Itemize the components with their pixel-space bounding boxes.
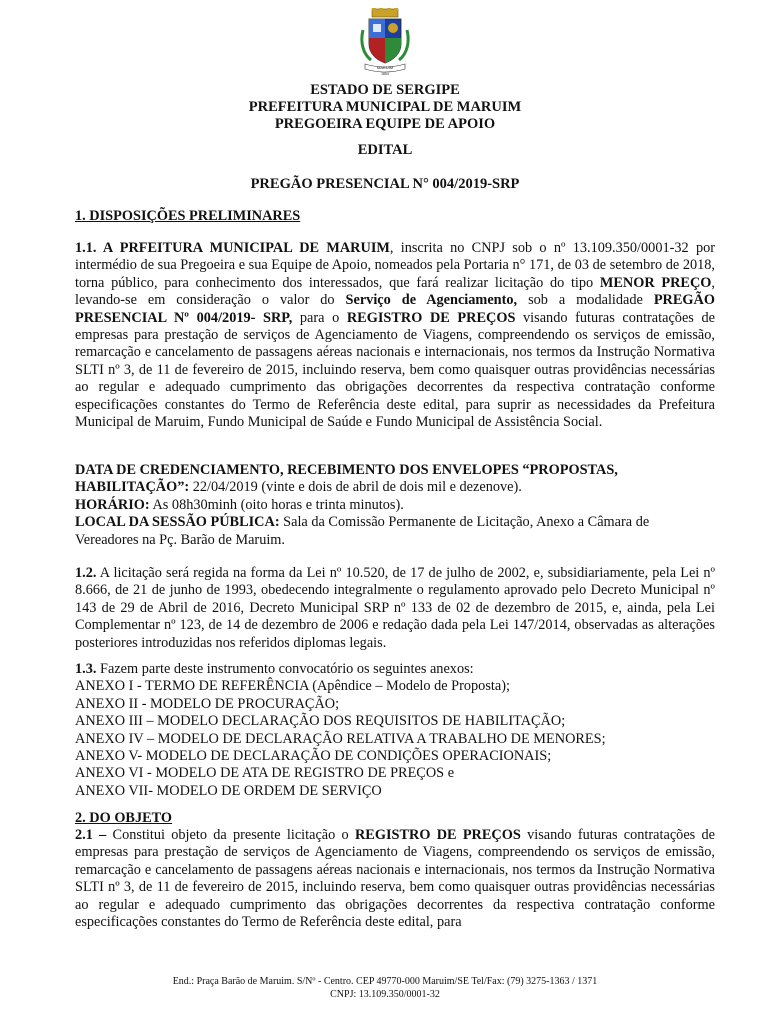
session-info (75, 462, 715, 549)
paragraph-1-1-text-3: sob a modalidade (517, 292, 654, 309)
crest-banner-text: MARUIM (376, 65, 394, 70)
paragraph-2-1-bold-1: REGISTRO DE PREÇOS (354, 827, 521, 843)
session-date-label: DATA DE CREDENCIAMENTO, RECEBIMENTO DOS ENVELOPES “PROPOSTAS, HABILITAÇÃO”: (75, 462, 618, 496)
annex-item: ANEXO IV – MODELO DE DECLARAÇÃO RELATIVA A TRABALHO DE MENORES; (75, 730, 606, 747)
paragraph-1-1-bold-4: REGISTRO DE PREÇOS (346, 309, 516, 326)
paragraph-1-2 (75, 565, 715, 652)
session-time-value: As 08h30minh (oito horas e trinta minutos). (149, 496, 404, 513)
session-date (75, 462, 715, 497)
header-state: ESTADO DE SERGIPE (310, 82, 460, 98)
paragraph-1-2-text: A licitação será regida na forma da Lei nº 10.520, de 17 de julho de 2002, e, subsidiariamente, pela Lei nº 8.666, de 21 de junho de 1993, obedecendo integralmente o regulamento aprovado pelo Decreto Municipal nº 143 de 29 de Abril de 2016, Decreto Municipal SRP nº 133 de 02 de dezembro de 2015, e, ainda, pela Lei Complementar nº 123, de 14 de dezembro de 2006 e redação dada pela Lei 147/2014, observadas as alterações posteriores introduzidas nos referidos diplomas legais. (75, 565, 715, 651)
paragraph-1-1-text-5: visando futuras contratações de empresas para prestação de serviços de Agenciamento de Viagens, compreendendo os serviços de emissão, remarcação e cancelamento de passagens aéreas nacionais e internacionais, nos termos da Instrução Normativa SLTI nº 3, de 11 de fevereiro de 2015, incluindo reserva, bem como quaisquer outras providências necessárias ao regular e adequado cumprimento das obrigações decorrentes da respectiva contratação conforme especificações constantes do Termo de Referência deste edital, para suprir as necessidades da Prefeitura Municipal de Maruim, Fundo Municipal de Saúde e Fundo Municipal de Assistência Social. (75, 309, 715, 431)
paragraph-1-1-text-1: , inscrita no CNPJ sob o nº 13.109.350/0001-32 por intermédio de sua Pregoeira e sua Equipe de Apoio, nomeados pela Portaria n° 171, de 03 de setembro de 2018, torna público, para conhecimento dos interessados, que fará realizar licitação do tipo (75, 240, 715, 291)
annex-item: ANEXO II - MODELO DE PROCURAÇÃO; (75, 695, 340, 712)
paragraph-1-1-bold-1: MENOR PREÇO (599, 274, 712, 291)
paragraph-1-2-lead: 1.2. (75, 565, 97, 581)
paragraph-2-1 (75, 827, 715, 931)
session-place (75, 514, 715, 549)
session-time (75, 497, 715, 514)
pregao-title: PREGÃO PRESENCIAL N° 004/2019-SRP (250, 176, 520, 192)
paragraph-1-1-bold-3: PREGÃO PRESENCIAL Nº 004/2019- SRP, (75, 292, 715, 326)
crest-date-text: 1854 (381, 72, 389, 76)
annex-item: ANEXO III – MODELO DECLARAÇÃO DOS REQUISITOS DE HABILITAÇÃO; (75, 713, 566, 730)
paragraph-1-1-lead: 1.1. A PRFEITURA MUNICIPAL DE MARUIM (75, 240, 390, 256)
header-team: PREGOEIRA EQUIPE DE APOIO (274, 116, 496, 132)
annex-item: ANEXO VII- MODELO DE ORDEM DE SERVIÇO (75, 782, 382, 799)
footer-cnpj: CNPJ: 13.109.350/0001-32 (330, 989, 440, 1000)
section-1-heading: 1. DISPOSIÇÕES PRELIMINARES (75, 208, 301, 224)
session-date-value: 22/04/2019 (vinte e dois de abril de dois mil e dezenove). (189, 479, 522, 496)
paragraph-1-1 (75, 240, 715, 431)
paragraph-1-3 (75, 661, 715, 800)
paragraph-2-1-text-1: Constitui objeto da presente licitação o (106, 827, 355, 843)
annex-item: ANEXO V- MODELO DE DECLARAÇÃO DE CONDIÇÕES OPERACIONAIS; (75, 748, 552, 765)
paragraph-1-3-lead: 1.3. (75, 661, 97, 677)
footer-address: End.: Praça Barão de Maruim. S/Nº - Centro. CEP 49770-000 Maruim/SE Tel/Fax: (79) 3275-1363 / 1371 (172, 976, 598, 987)
paragraph-1-3-text: Fazem parte deste instrumento convocatório os seguintes anexos: (96, 661, 474, 677)
paragraph-1-1-text-4: para o (292, 309, 347, 326)
session-place-label: LOCAL DA SESSÃO PÚBLICA: (75, 514, 280, 531)
annex-item: ANEXO VI - MODELO DE ATA DE REGISTRO DE PREÇOS e (75, 765, 455, 782)
header-prefecture: PREFEITURA MUNICIPAL DE MARUIM (248, 99, 522, 115)
municipal-crest-icon (359, 8, 411, 76)
paragraph-1-1-text-2: , levando-se em consideração o valor do (75, 274, 715, 309)
paragraph-1-1-bold-2: Serviço de Agenciamento, (345, 292, 518, 309)
document-type: EDITAL (357, 142, 413, 158)
paragraph-2-1-text-2: visando futuras contratações de empresas para prestação de serviços de Agenciamento de Viagens, compreendendo os serviços de emissão, remarcação e cancelamento de passagens aéreas nacionais e internacionais, nos termos da Instrução Normativa SLTI nº 3, de 11 de fevereiro de 2015, incluindo reserva, bem como quaisquer outras providências necessárias ao regular e adequado cumprimento das obrigações decorrentes da respectiva contratação conforme especificações constantes do Termo de Referência deste edital, para (75, 827, 715, 931)
annex-item: ANEXO I - TERMO DE REFERÊNCIA (Apêndice – Modelo de Proposta); (75, 678, 510, 695)
paragraph-2-1-lead: 2.1 – (75, 827, 107, 843)
section-2-heading: 2. DO OBJETO (75, 810, 173, 826)
session-time-label: HORÁRIO: (75, 496, 150, 513)
paragraph-1-3-intro (75, 661, 715, 678)
session-place-value: Sala da Comissão Permanente de Licitação, Anexo a Câmara de Vereadores na Pç. Barão de Maruim. (75, 514, 650, 548)
